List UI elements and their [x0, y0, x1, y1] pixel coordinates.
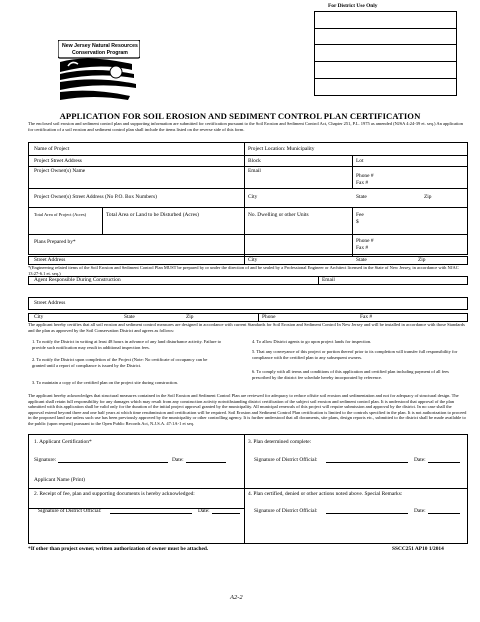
zip-label: Zip — [424, 194, 432, 200]
applicant-date-label: Date: — [172, 457, 184, 463]
district-date-2-label: Date: — [198, 508, 210, 514]
city-label: City — [248, 194, 258, 200]
block-label: Block — [248, 158, 261, 164]
project-street-address-label: Project Street Address — [34, 158, 82, 164]
project-owners-name-label: Project Owner(s) Name — [34, 168, 86, 174]
applicant-date-line[interactable] — [186, 462, 226, 463]
district-sig-2-line[interactable] — [110, 513, 192, 514]
plan-complete-label: 3. Plan determined complete: — [248, 439, 312, 445]
logo — [58, 40, 140, 104]
fee-label: Fee — [356, 212, 364, 218]
project-location-label: Project Location: Municipality — [248, 146, 315, 152]
agent-city-row — [28, 313, 468, 322]
plan-certified-label: 4. Plan certified, denied or other actions noted above. Special Remarks: — [248, 491, 403, 497]
agent-state-label: State — [124, 314, 135, 320]
agent-fax-label: Fax # — [360, 314, 373, 320]
page-number: A2-2 — [230, 594, 243, 601]
fax-label: Fax # — [356, 180, 369, 186]
agent-street-row — [28, 297, 468, 310]
page-title: APPLICATION FOR SOIL EROSION AND SEDIMENT CONTROL PLAN CERTIFICATION — [59, 111, 421, 121]
total-area-label: Total Area of Project (Acres) — [34, 212, 87, 217]
applicant-signature-line[interactable] — [58, 462, 168, 463]
dwelling-units-label: No. Dwelling or other Units — [248, 212, 309, 218]
district-date-3-line[interactable] — [428, 462, 460, 463]
plans-prepared-by-label: Plans Prepared by* — [34, 239, 76, 245]
agent-city-label: City — [34, 314, 44, 320]
disturbed-area-label: Total Area or Land to be Disturbed (Acres) — [106, 212, 199, 218]
district-sig-4-label: Signature of District Official: — [254, 508, 318, 514]
state-label: State — [356, 194, 367, 200]
acknowledge-text: The applicant hereby acknowledges that structural measures contained in the Soil Erosion and Sediment Control Plan are reviewed for adequacy to reduce offsite soil erosion and sedimentation and not for adequacy of structural design. The applicant shall retain full responsibility for any damages which may result from any construction activity notwithstanding district certification of the subject soil erosion and sediment control plan. It is understood that approval of the plan submitted with this application shall be valid only for the duration of the initial project approval granted by the municipality. All municipal renewals of this project will require submission and approval by the district. In no case shall the approval extend beyond three and one half years at which time resubmission and certification will be required. Soil Erosion and Sediment Control Plan certification is limited to the controls specified in the plan. It is not authorization to proceed in the proposed land use unless such use has been previously approved by the municipality or other controlling agency. It is further understood that all documents, site plans, design reports etc., submitted to the district shall be made available to the public (upon request) pursuant to the Open Public Records Act, N.J.S.A. 47:1A-1 et seq. — [28, 393, 467, 426]
intro-text: The enclosed soil erosion and sediment control plan and supporting information are submitted for certification pursuant to the Soil Erosion and Sediment Control Act, Chapter 251, P.L. 1975 as amended (NJSA 4:24-39 et. seq.) An application for certification of a soil erosion and sediment control plan shall include the items listed on the reverse side of this form. — [28, 121, 464, 132]
agreement-5: 5. That any conveyance of this project or portion thereof prior to its completion will transfer full responsibility for compliance with the certified plan to any subsequent owners. — [252, 349, 458, 360]
district-sig-3-label: Signature of District Official: — [254, 457, 318, 463]
footer-note: *If other than project owner, written authorization of owner must be attached. — [28, 546, 209, 552]
applicant-name-label: Applicant Name (Print) — [34, 477, 85, 483]
preparer-state-label: State — [356, 257, 367, 263]
agent-label: Agent Responsible During Construction — [34, 277, 121, 283]
agent-street-label: Street Address — [34, 300, 66, 306]
agreement-3: 3. To maintain a copy of the certified plan on the project site during construction. — [32, 380, 179, 385]
district-sig-2-label: Signature of District Official: — [38, 508, 102, 514]
district-sig-3-line[interactable] — [326, 462, 408, 463]
district-use-label: For District Use Only — [328, 3, 378, 9]
agent-email-label: Email — [322, 277, 335, 283]
signature-table — [28, 434, 468, 544]
lot-label: Lot — [356, 158, 364, 164]
agent-phone-label: Phone — [262, 314, 276, 320]
receipt-label: 2. Receipt of fee, plan and supporting documents is hereby acknowledged: — [34, 491, 195, 497]
preparer-street-label: Street Address — [34, 257, 66, 263]
preparer-zip-label: Zip — [418, 257, 426, 263]
name-of-project-label: Name of Project — [34, 146, 70, 152]
district-date-4-line[interactable] — [428, 513, 460, 514]
certify-intro: The applicant hereby certifies that all soil erosion and sediment control measures are designed in accordance with current Standards for Soil Erosion and Sediment Control In New Jersey and will be installed in accordance with those Standards and the plan as approved by the Soil Conservation District and agrees as follows: — [28, 322, 465, 333]
fax2-label: Fax # — [356, 245, 369, 251]
district-date-4-label: Date: — [414, 508, 426, 514]
agent-zip-label: Zip — [186, 314, 194, 320]
applicant-signature-label: Signature: — [34, 457, 57, 463]
district-date-3-label: Date: — [414, 457, 426, 463]
agreement-4: 4. To allow District agents to go upon project lands for inspection. — [252, 339, 372, 344]
phone-label: Phone # — [356, 173, 374, 179]
district-date-2-line[interactable] — [212, 513, 240, 514]
email-label: Email — [248, 168, 261, 174]
owner-street-address-label: Project Owner(s) Street Address (No P.O. Box Numbers) — [34, 194, 157, 200]
district-use-box — [314, 11, 457, 96]
form-code: SSCC251 AP10 1/2014 — [392, 546, 444, 552]
logo-line1: New Jersey Natural Resources — [62, 43, 138, 49]
engineering-note: *(Engineering related items of the Soil Erosion and Sediment Control Plan MUST be prepared by or under the direction of and be sealed by a Professional Engineer or Architect licensed in the State of New Jersey, in accordance with NJAC 13:27-6.1 et. seq.) — [28, 265, 459, 276]
preparer-city-label: City — [248, 257, 258, 263]
logo-line2: Conservation Program — [72, 50, 128, 56]
agreement-6: 6. To comply with all terms and conditions of this application and certified plan including payment of all fees prescribed by the district fee schedule hereby incorporated by reference. — [252, 369, 449, 380]
agreement-2: 2. To notify the District upon completion of the Project (Note: No certificate of occupancy can be granted until a report of compliance is issued by the District. — [32, 357, 208, 368]
fee-symbol: $ — [356, 219, 359, 225]
applicant-cert-label: 1. Applicant Certification* — [34, 439, 92, 445]
phone2-label: Phone # — [356, 238, 374, 244]
agreement-1: 1. To notify the District in writing at least 48 hours in advance of any land disturbance activity. Failure to provide such notification may result in additional inspection fees. — [32, 339, 222, 350]
district-sig-4-line[interactable] — [326, 513, 408, 514]
